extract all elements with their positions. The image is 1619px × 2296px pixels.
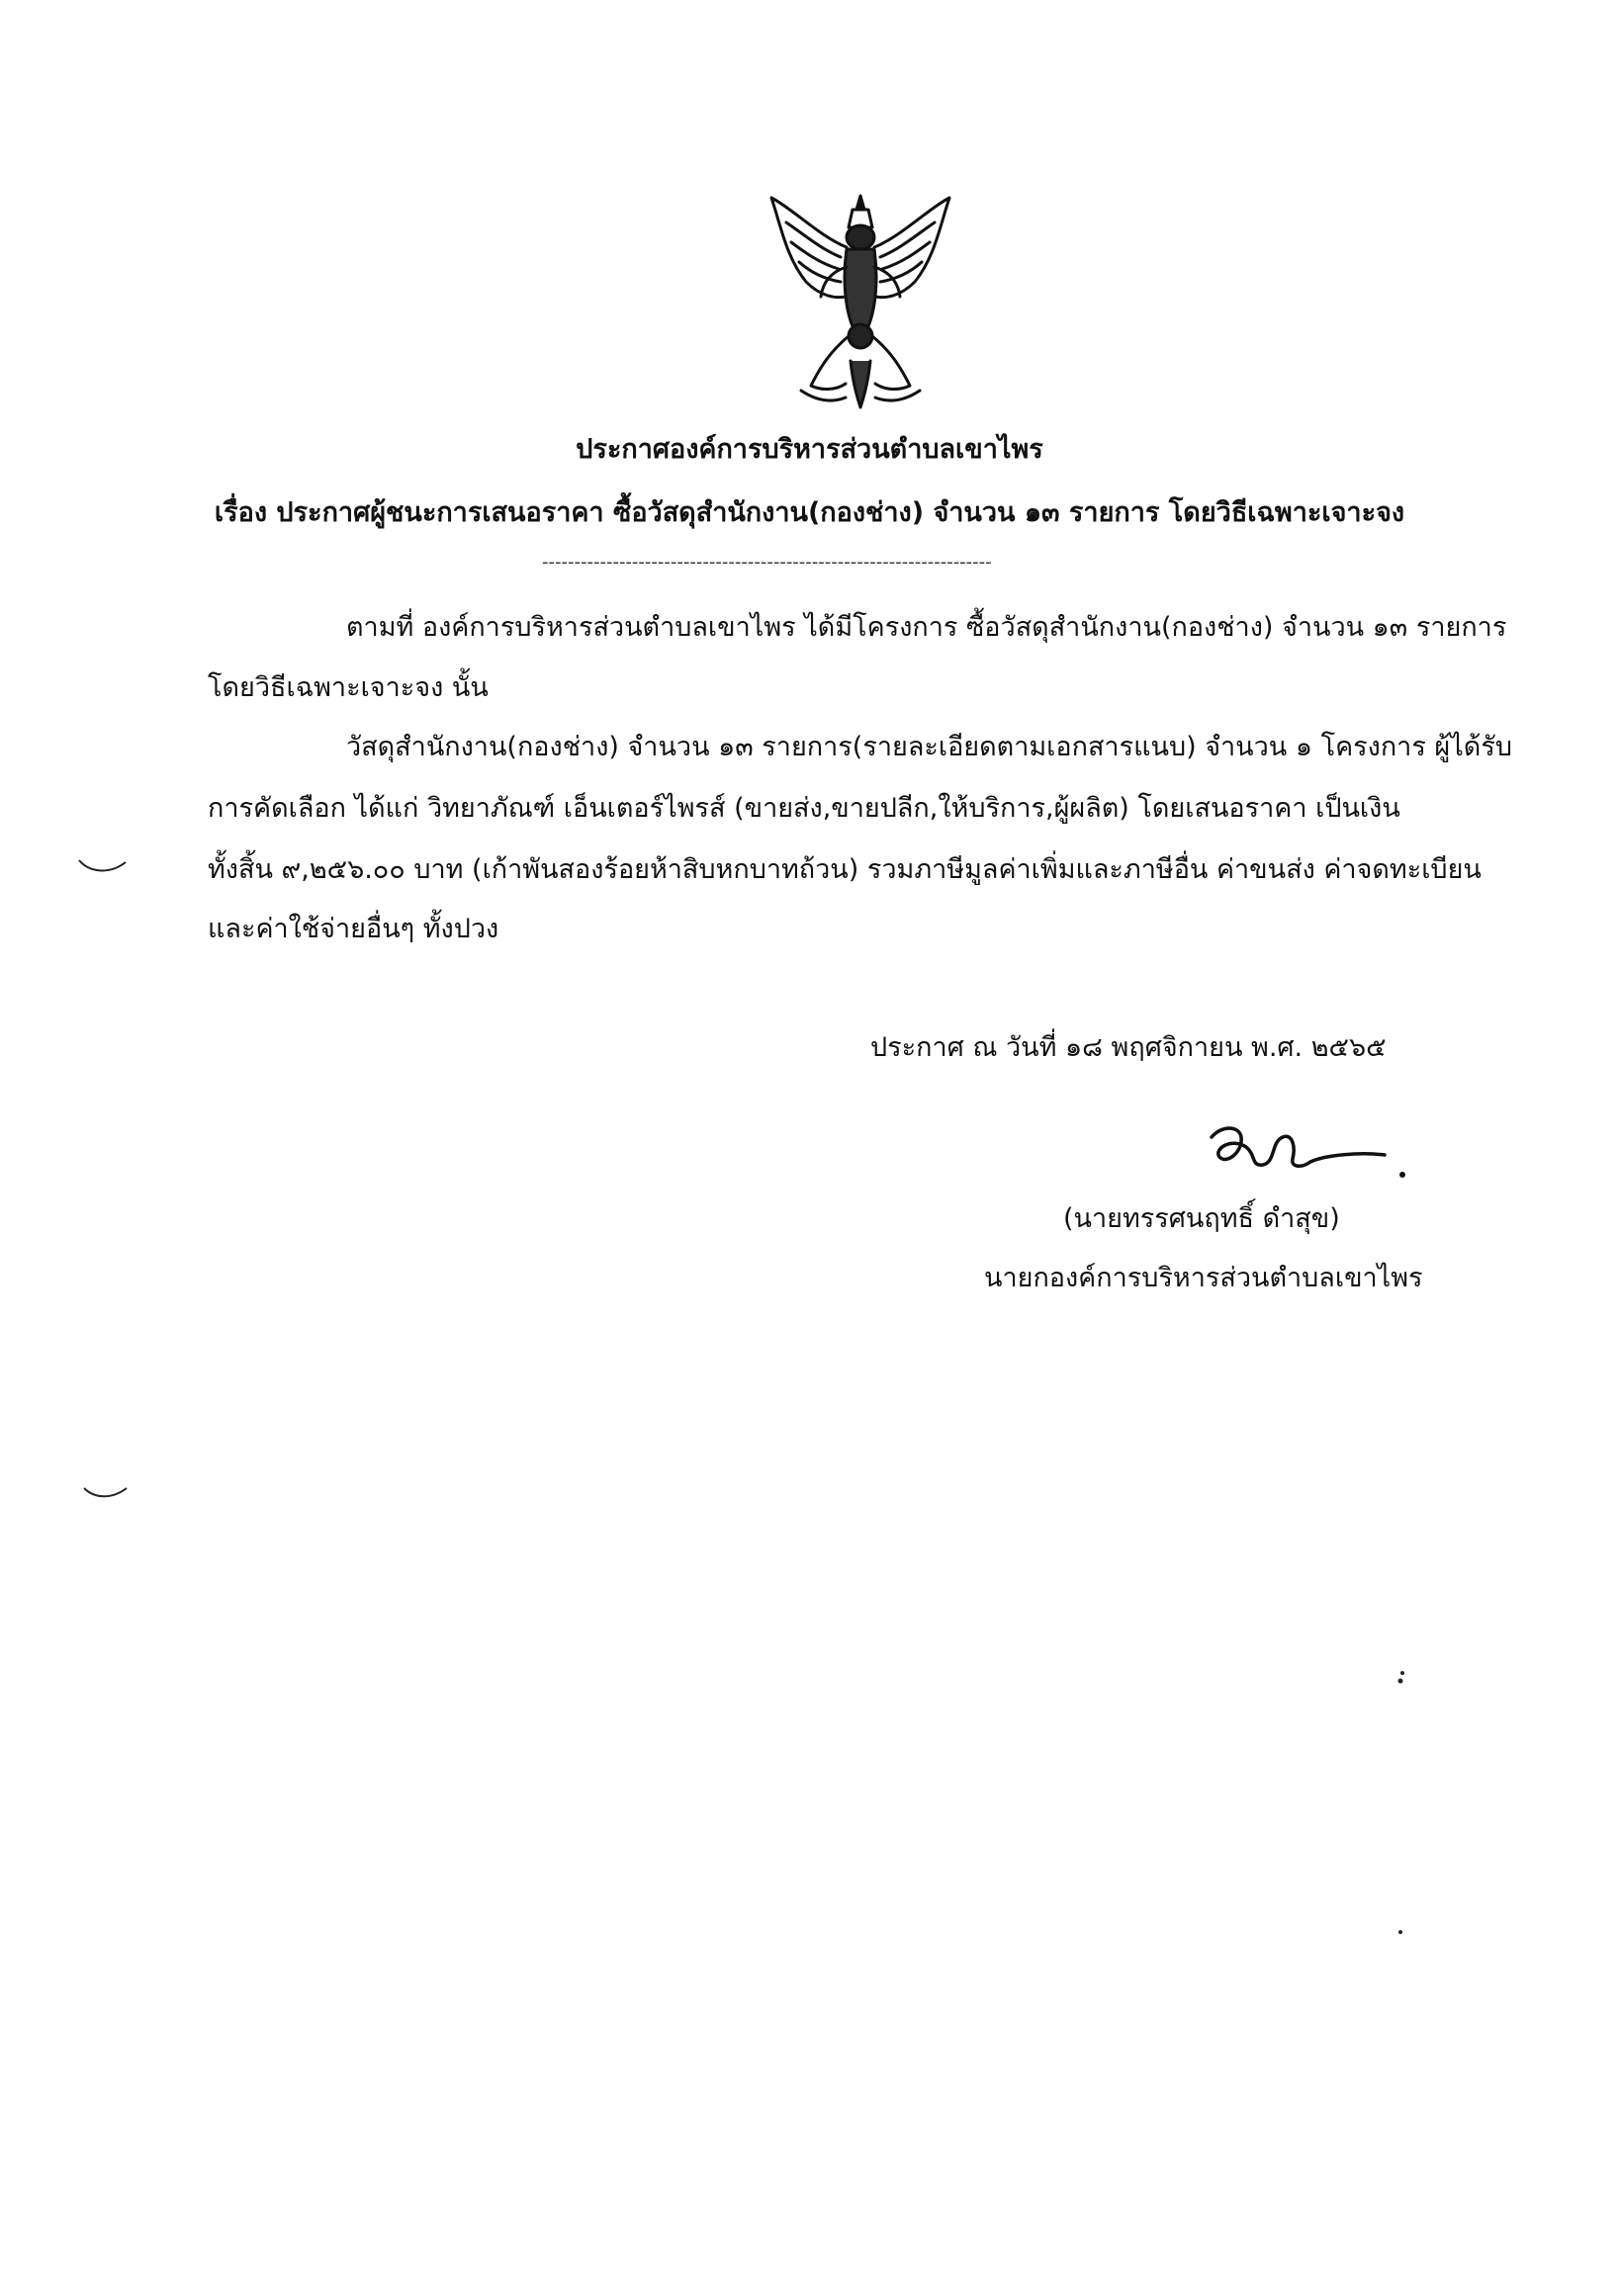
scan-mark-1 — [74, 850, 134, 880]
signature-mark — [1202, 1107, 1409, 1187]
signer-name: (นายทรรศนฤทธิ์ ดำสุข) — [1063, 1203, 1340, 1234]
signer-position: นายกองค์การบริหารส่วนตำบลเขาไพร — [984, 1263, 1423, 1293]
paragraph-2-line-1: วัสดุสำนักงาน(กองช่าง) จำนวน ๑๓ รายการ(รายละเอียดตามเอกสารแนบ) จำนวน ๑ โครงการ ผู้ได้รับ — [346, 732, 1512, 762]
scan-mark-2 — [79, 1478, 138, 1508]
document-heading: ประกาศองค์การบริหารส่วนตำบลเขาไพร — [576, 434, 1043, 465]
scan-mark-3 — [1394, 1669, 1408, 1687]
paragraph-2-line-2: การคัดเลือก ได้แก่ วิทยาภัณฑ์ เอ็นเตอร์ไพรส์ (ขายส่ง,ขายปลีก,ให้บริการ,ผู้ผลิต) โดยเสนอราคา เป็นเงิน — [208, 793, 1400, 824]
scan-mark-4 — [1396, 1928, 1404, 1936]
paragraph-2-line-3: ทั้งสิ้น ๙,๒๕๖.๐๐ บาท (เก้าพันสองร้อยห้าสิบหกบาทถ้วน) รวมภาษีมูลค่าเพิ่มและภาษีอื่น ค่าขนส่ง ค่าจดทะเบียน — [208, 854, 1482, 885]
document-subject: เรื่อง ประกาศผู้ชนะการเสนอราคา ซื้อวัสดุสำนักงาน(กองช่าง) จำนวน ๑๓ รายการ โดยวิธีเฉพาะเจาะจง — [214, 497, 1405, 528]
paragraph-2-line-4: และค่าใช้จ่ายอื่นๆ ทั้งปวง — [208, 914, 499, 944]
announcement-date: ประกาศ ณ วันที่ ๑๘ พฤศจิกายน พ.ศ. ๒๕๖๕ — [870, 1032, 1387, 1063]
paragraph-1-line-1: ตามที่ องค์การบริหารส่วนตำบลเขาไพร ได้มีโครงการ ซื้อวัสดุสำนักงาน(กองช่าง) จำนวน ๑๓ รายการ — [346, 612, 1507, 643]
paragraph-1-line-2: โดยวิธีเฉพาะเจาะจง นั้น — [208, 672, 489, 703]
garuda-emblem-icon — [762, 188, 959, 415]
separator-line: ---------------------------------------------------------------------- — [542, 552, 992, 573]
